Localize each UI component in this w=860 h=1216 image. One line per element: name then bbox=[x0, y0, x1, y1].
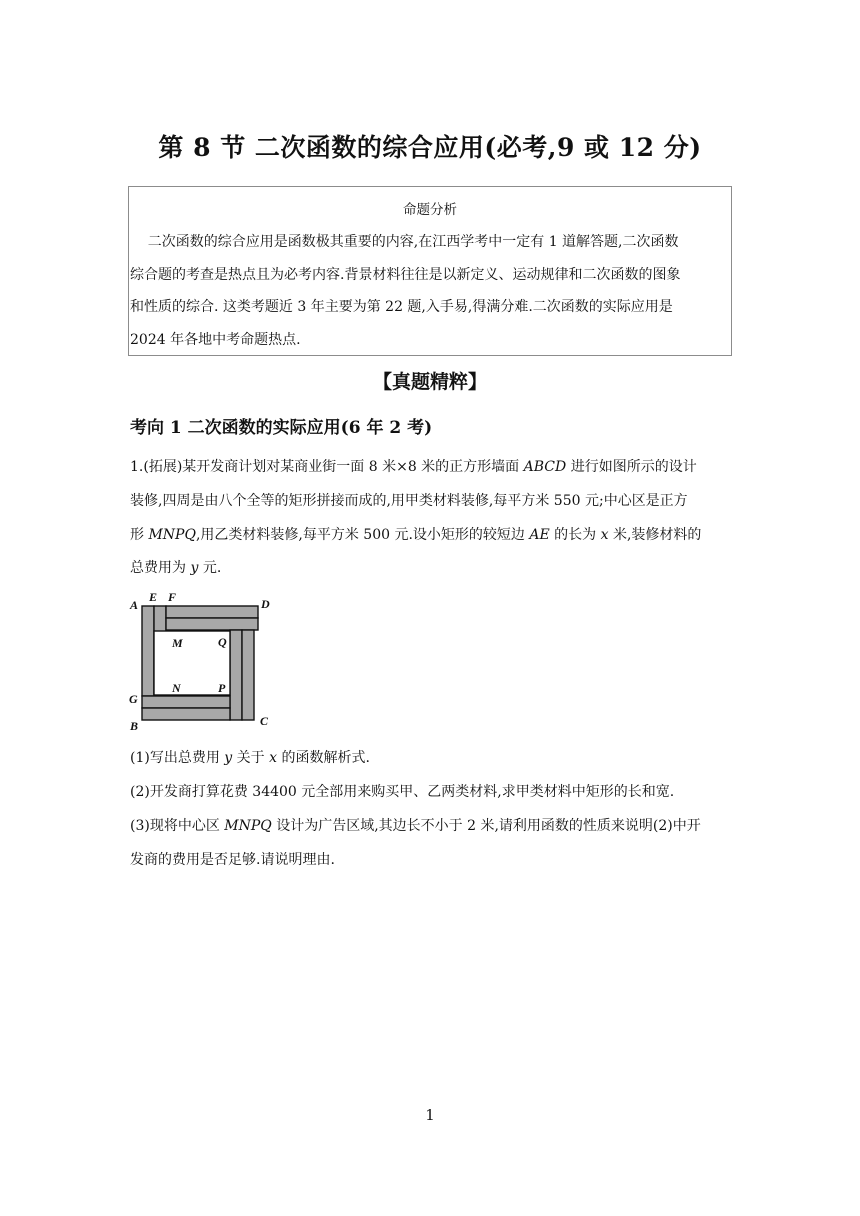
analysis-line: 2024 年各地中考命题热点. bbox=[130, 332, 301, 348]
topic-heading: 考向 1 二次函数的实际应用(6 年 2 考) bbox=[130, 418, 433, 438]
square-wall-figure bbox=[122, 588, 282, 738]
problem-var: MNPQ bbox=[148, 527, 196, 543]
problem-text: 总费用为 bbox=[130, 560, 191, 576]
problem-line bbox=[130, 456, 697, 476]
problem-line bbox=[130, 557, 221, 577]
label-q: Q bbox=[218, 635, 227, 649]
problem-text: 米,装修材料的 bbox=[608, 527, 702, 543]
problem-text: 进行如图所示的设计 bbox=[566, 459, 697, 475]
question-2: (2)开发商打算花费 34400 元全部用来购买甲、乙两类材料,求甲类材料中矩形的长和宽. bbox=[130, 784, 675, 800]
question-3-cont: 发商的费用是否足够.请说明理由. bbox=[130, 852, 335, 868]
label-b: B bbox=[130, 719, 139, 733]
question-var: MNPQ bbox=[224, 818, 272, 834]
question-var: x bbox=[269, 750, 278, 766]
analysis-heading: 命题分析 bbox=[403, 202, 457, 218]
problem-var: ABCD bbox=[523, 459, 567, 475]
material-rect-1 bbox=[142, 606, 154, 696]
material-rect-6 bbox=[242, 630, 254, 720]
question-text: (1)写出总费用 bbox=[130, 750, 225, 766]
label-n: N bbox=[172, 681, 181, 695]
label-d: D bbox=[261, 597, 270, 611]
problem-var: y bbox=[190, 560, 199, 576]
material-rect-4 bbox=[166, 618, 258, 630]
question-text: 的函数解析式. bbox=[277, 750, 370, 766]
problem-text: 1.(拓展)某开发商计划对某商业街一面 8 米×8 米的正方形墙面 bbox=[130, 459, 524, 475]
page-title: 第 8 节 二次函数的综合应用(必考,9 或 12 分) bbox=[158, 133, 702, 162]
section-heading: 【真题精粹】 bbox=[372, 371, 487, 393]
label-c: C bbox=[260, 714, 269, 728]
label-g: G bbox=[129, 692, 138, 706]
question-text: (3)现将中心区 bbox=[130, 818, 225, 834]
question-var: y bbox=[224, 750, 233, 766]
question-text: 设计为广告区域,其边长不小于 2 米,请利用函数的性质来说明(2)中开 bbox=[271, 818, 701, 834]
analysis-box bbox=[128, 186, 732, 356]
problem-text: 形 bbox=[130, 527, 149, 543]
problem-var: x bbox=[600, 527, 609, 543]
problem-line bbox=[130, 524, 701, 544]
analysis-line: 综合题的考查是热点且为必考内容.背景材料往往是以新定义、运动规律和二次函数的图象 bbox=[130, 267, 681, 283]
question-3 bbox=[130, 815, 701, 835]
question-1 bbox=[130, 747, 370, 767]
analysis-line: 二次函数的综合应用是函数极其重要的内容,在江西学考中一定有 1 道解答题,二次函数 bbox=[130, 234, 679, 250]
analysis-line: 和性质的综合. 这类考题近 3 年主要为第 22 题,入手易,得满分难.二次函数的实际应用是 bbox=[130, 299, 673, 315]
material-rect-5 bbox=[230, 630, 242, 720]
problem-text: 元. bbox=[198, 560, 222, 576]
label-f: F bbox=[168, 590, 177, 604]
material-rect-7 bbox=[142, 696, 230, 708]
question-text: 关于 bbox=[232, 750, 270, 766]
label-a: A bbox=[130, 598, 139, 612]
problem-text: ,用乙类材料装修,每平方米 500 元.设小矩形的较短边 bbox=[195, 527, 530, 543]
material-rect-3 bbox=[166, 606, 258, 618]
problem-text: 的长为 bbox=[549, 527, 601, 543]
label-p: P bbox=[218, 681, 226, 695]
page-number: 1 bbox=[425, 1106, 435, 1124]
label-e: E bbox=[149, 590, 158, 604]
problem-var: AE bbox=[529, 527, 550, 543]
material-rect-8 bbox=[142, 708, 230, 720]
problem-line: 装修,四周是由八个全等的矩形拼接而成的,用甲类材料装修,每平方米 550 元;中心区是正方 bbox=[130, 493, 688, 509]
label-m: M bbox=[172, 636, 183, 650]
